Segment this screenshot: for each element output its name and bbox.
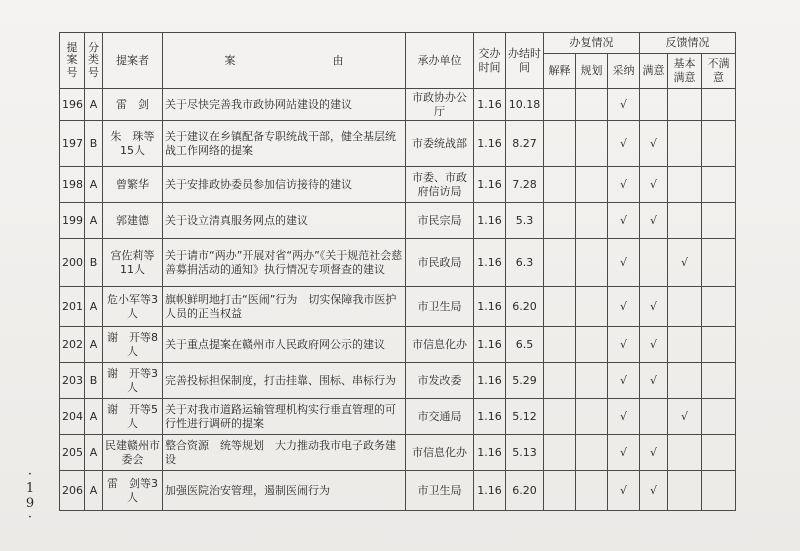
row-fb-unsatisfied (702, 399, 736, 435)
header-cat: 分类号 (85, 33, 103, 89)
row-reply-explain (544, 121, 576, 167)
row-fb-unsatisfied (702, 239, 736, 287)
row-reply-plan (576, 89, 608, 121)
table-row (60, 203, 736, 239)
row-fb-unsatisfied (702, 287, 736, 327)
row-fb-basic (668, 471, 702, 511)
row-no: 200 (60, 239, 85, 287)
row-fb-satisfied (640, 239, 668, 287)
row-subject: 加强医院治安管理，遏制医闹行为 (163, 471, 406, 511)
row-hand-time: 1.16 (474, 203, 506, 239)
row-fb-unsatisfied (702, 121, 736, 167)
row-hand-time: 1.16 (474, 167, 506, 203)
row-proposer: 宫佐莉等11人 (103, 239, 163, 287)
row-no: 202 (60, 327, 85, 363)
row-unit: 市卫生局 (406, 471, 474, 511)
proposal-table (59, 32, 736, 511)
row-unit: 市发改委 (406, 363, 474, 399)
row-fb-satisfied: √ (640, 167, 668, 203)
header-unit: 承办单位 (406, 33, 474, 89)
row-reply-plan (576, 363, 608, 399)
row-unit: 市卫生局 (406, 287, 474, 327)
header-fb-basic: 基本满意 (668, 54, 702, 89)
row-hand-time: 1.16 (474, 363, 506, 399)
header-reply-explain: 解释 (544, 54, 576, 89)
row-hand-time: 1.16 (474, 471, 506, 511)
row-hand-time: 1.16 (474, 121, 506, 167)
header-reply-plan: 规划 (576, 54, 608, 89)
row-fb-satisfied: √ (640, 327, 668, 363)
row-done-time: 7.28 (506, 167, 544, 203)
row-proposer: 民建赣州市委会 (103, 435, 163, 471)
row-unit: 市民政局 (406, 239, 474, 287)
row-reply-plan (576, 399, 608, 435)
row-reply-explain (544, 471, 576, 511)
row-cat: A (85, 435, 103, 471)
row-reply-plan (576, 287, 608, 327)
header-done-time: 办结时间 (506, 33, 544, 89)
row-reply-explain (544, 363, 576, 399)
row-reply-explain (544, 435, 576, 471)
row-done-time: 6.20 (506, 471, 544, 511)
row-fb-satisfied (640, 399, 668, 435)
row-fb-satisfied: √ (640, 471, 668, 511)
row-fb-basic (668, 435, 702, 471)
row-unit: 市委统战部 (406, 121, 474, 167)
row-cat: B (85, 239, 103, 287)
row-fb-satisfied: √ (640, 203, 668, 239)
table-row (60, 121, 736, 167)
table-row (60, 327, 736, 363)
row-reply-explain (544, 399, 576, 435)
row-reply-adopt: √ (608, 327, 640, 363)
row-fb-basic (668, 287, 702, 327)
row-no: 199 (60, 203, 85, 239)
row-cat: B (85, 363, 103, 399)
row-proposer: 雷 剑 (103, 89, 163, 121)
row-subject: 旗帜鲜明地打击“医闹”行为 切实保障我市医护人员的正当权益 (163, 287, 406, 327)
row-fb-unsatisfied (702, 89, 736, 121)
header-fb-satisfied: 满意 (640, 54, 668, 89)
row-unit: 市民宗局 (406, 203, 474, 239)
row-reply-adopt: √ (608, 363, 640, 399)
row-reply-adopt: √ (608, 121, 640, 167)
row-fb-satisfied: √ (640, 435, 668, 471)
row-done-time: 6.3 (506, 239, 544, 287)
row-cat: A (85, 287, 103, 327)
row-subject: 关于设立清真服务网点的建议 (163, 203, 406, 239)
row-fb-basic: √ (668, 399, 702, 435)
row-reply-adopt: √ (608, 239, 640, 287)
row-unit: 市交通局 (406, 399, 474, 435)
header-no: 提案号 (60, 33, 85, 89)
header-feedback-group: 反馈情况 (640, 33, 736, 54)
header-subject (163, 33, 406, 89)
row-hand-time: 1.16 (474, 399, 506, 435)
table-row (60, 287, 736, 327)
row-subject: 关于对我市道路运输管理机构实行垂直管理的可行性进行调研的提案 (163, 399, 406, 435)
row-cat: A (85, 203, 103, 239)
row-no: 204 (60, 399, 85, 435)
row-fb-satisfied (640, 89, 668, 121)
header-fb-unsatisfied: 不满意 (702, 54, 736, 89)
row-done-time: 6.5 (506, 327, 544, 363)
row-fb-unsatisfied (702, 203, 736, 239)
row-cat: A (85, 327, 103, 363)
row-reply-plan (576, 203, 608, 239)
row-reply-explain (544, 287, 576, 327)
row-reply-plan (576, 327, 608, 363)
row-reply-explain (544, 167, 576, 203)
row-reply-plan (576, 239, 608, 287)
row-reply-explain (544, 89, 576, 121)
row-subject: 关于重点提案在赣州市人民政府网公示的建议 (163, 327, 406, 363)
row-fb-unsatisfied (702, 327, 736, 363)
table-body (60, 89, 736, 511)
row-fb-unsatisfied (702, 435, 736, 471)
row-fb-basic (668, 121, 702, 167)
row-reply-explain (544, 239, 576, 287)
row-fb-basic: √ (668, 239, 702, 287)
page-number: · 1 9 · (25, 467, 35, 525)
row-proposer: 谢 开等5人 (103, 399, 163, 435)
row-no: 201 (60, 287, 85, 327)
row-done-time: 5.12 (506, 399, 544, 435)
row-done-time: 6.20 (506, 287, 544, 327)
row-hand-time: 1.16 (474, 287, 506, 327)
table-row (60, 435, 736, 471)
row-reply-plan (576, 167, 608, 203)
row-subject: 整合资源 统等规划 大力推动我市电子政务建设 (163, 435, 406, 471)
row-reply-adopt: √ (608, 399, 640, 435)
row-hand-time: 1.16 (474, 327, 506, 363)
row-proposer: 危小军等3人 (103, 287, 163, 327)
row-reply-adopt: √ (608, 89, 640, 121)
row-subject: 关于建议在乡镇配备专职统战干部，健全基层统战工作网络的提案 (163, 121, 406, 167)
row-no: 206 (60, 471, 85, 511)
table-row (60, 167, 736, 203)
table-row (60, 363, 736, 399)
row-fb-satisfied: √ (640, 121, 668, 167)
row-unit: 市委、市政府信访局 (406, 167, 474, 203)
header-hand-time: 交办时间 (474, 33, 506, 89)
row-reply-adopt: √ (608, 287, 640, 327)
table-row (60, 471, 736, 511)
row-reply-adopt: √ (608, 471, 640, 511)
row-fb-basic (668, 203, 702, 239)
row-no: 196 (60, 89, 85, 121)
row-unit: 市政协办公厅 (406, 89, 474, 121)
table-row (60, 89, 736, 121)
row-fb-basic (668, 89, 702, 121)
row-reply-adopt: √ (608, 167, 640, 203)
table-header (60, 33, 736, 89)
row-reply-plan (576, 121, 608, 167)
row-proposer: 谢 开等3人 (103, 363, 163, 399)
row-unit: 市信息化办 (406, 435, 474, 471)
row-no: 198 (60, 167, 85, 203)
row-subject: 关于尽快完善我市政协网站建设的建议 (163, 89, 406, 121)
row-done-time: 5.13 (506, 435, 544, 471)
row-reply-explain (544, 203, 576, 239)
row-fb-satisfied: √ (640, 363, 668, 399)
row-hand-time: 1.16 (474, 435, 506, 471)
row-done-time: 5.3 (506, 203, 544, 239)
row-reply-adopt: √ (608, 435, 640, 471)
row-fb-unsatisfied (702, 363, 736, 399)
row-proposer: 雷 剑等3人 (103, 471, 163, 511)
header-proposer: 提案者 (103, 33, 163, 89)
row-subject: 关于安排政协委员参加信访接待的建议 (163, 167, 406, 203)
row-no: 197 (60, 121, 85, 167)
row-reply-adopt: √ (608, 203, 640, 239)
row-cat: A (85, 471, 103, 511)
header-subject-a: 案 (224, 53, 236, 67)
row-done-time: 8.27 (506, 121, 544, 167)
row-fb-unsatisfied (702, 167, 736, 203)
row-fb-unsatisfied (702, 471, 736, 511)
row-reply-plan (576, 471, 608, 511)
row-cat: B (85, 121, 103, 167)
row-fb-satisfied: √ (640, 287, 668, 327)
table-row (60, 239, 736, 287)
row-unit: 市信息化办 (406, 327, 474, 363)
row-hand-time: 1.16 (474, 239, 506, 287)
row-proposer: 朱 珠等15人 (103, 121, 163, 167)
row-cat: A (85, 167, 103, 203)
row-hand-time: 1.16 (474, 89, 506, 121)
row-cat: A (85, 89, 103, 121)
header-subject-b: 由 (332, 53, 344, 67)
row-reply-plan (576, 435, 608, 471)
row-reply-explain (544, 327, 576, 363)
row-proposer: 谢 开等8人 (103, 327, 163, 363)
row-fb-basic (668, 363, 702, 399)
row-subject: 完善投标担保制度，打击挂靠、围标、串标行为 (163, 363, 406, 399)
header-reply-group: 办复情况 (544, 33, 640, 54)
header-reply-adopt: 采纳 (608, 54, 640, 89)
row-no: 205 (60, 435, 85, 471)
row-fb-basic (668, 167, 702, 203)
row-fb-basic (668, 327, 702, 363)
row-no: 203 (60, 363, 85, 399)
row-cat: A (85, 399, 103, 435)
row-done-time: 5.29 (506, 363, 544, 399)
table-row (60, 399, 736, 435)
row-done-time: 10.18 (506, 89, 544, 121)
row-subject: 关于请市“两办”开展对省“两办”《关于规范社会慈善募捐活动的通知》执行情况专项督查的建议 (163, 239, 406, 287)
row-proposer: 郭建德 (103, 203, 163, 239)
row-proposer: 曾繁华 (103, 167, 163, 203)
